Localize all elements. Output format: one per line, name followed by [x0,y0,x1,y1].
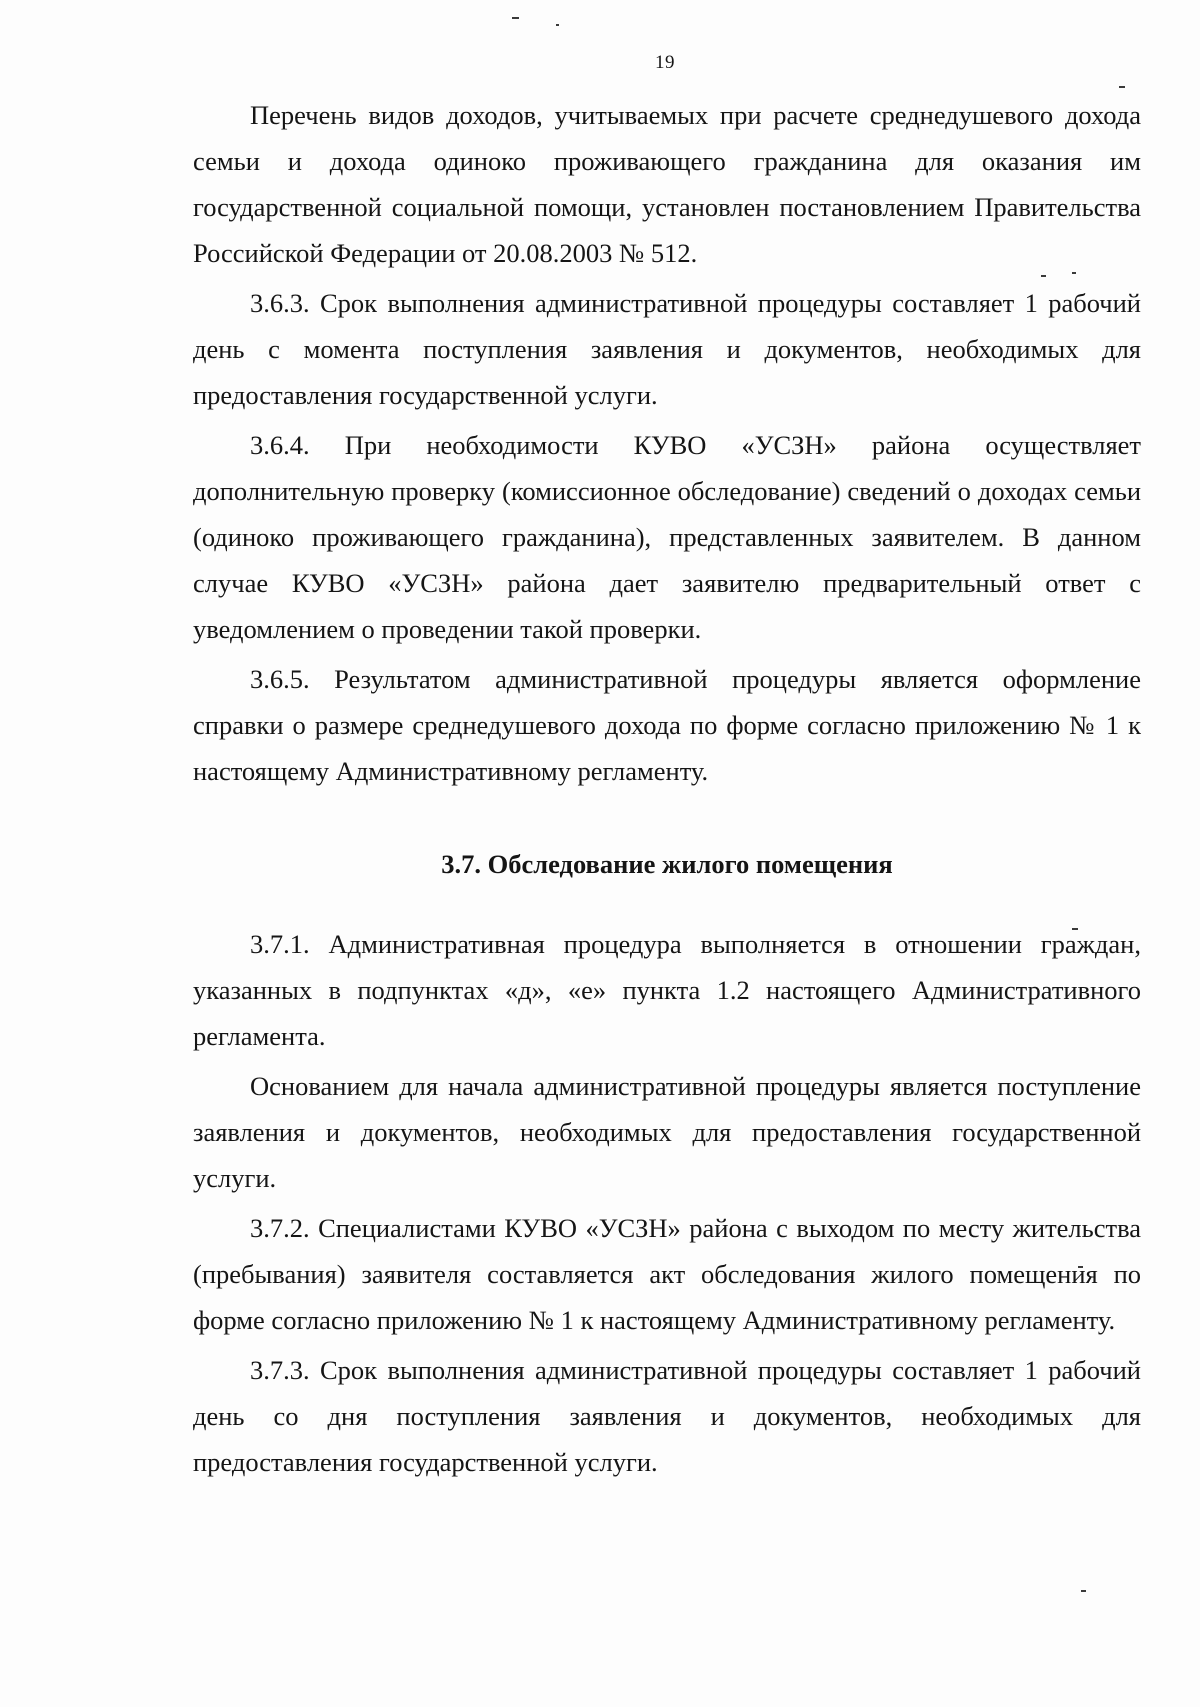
paragraph-3-7-3: 3.7.3. Срок выполнения административной процедуры составляет 1 рабочий день со дня поступления заявления и документов, необходимых для предоставления государственной услуги. [193,1355,1141,1477]
page-number: 19 [655,52,675,73]
scan-artifact [1081,1590,1086,1592]
paragraph-3-6-3: 3.6.3. Срок выполнения административной процедуры составляет 1 рабочий день с момента поступления заявления и документов, необходимых для предоставления государственной услуги. [193,288,1141,410]
paragraph-3-7-1: 3.7.1. Административная процедура выполняется в отношении граждан, указанных в подпунктах «д», «е» пункта 1.2 настоящего Административного регламента. [193,929,1141,1051]
paragraph-3-7-2: 3.7.2. Специалистами КУВО «УСЗН» района с выходом по месту жительства (пребывания) заявителя составляется акт обследования жилого помещения по форме согласно приложению № 1 к настоящему Административному регламенту. [193,1213,1141,1335]
paragraph-basis: Основанием для начала административной процедуры является поступление заявления и документов, необходимых для предоставления государственной услуги. [193,1071,1141,1193]
section-heading-3-7: 3.7. Обследование жилого помещения [441,849,893,879]
scan-artifact [512,17,519,19]
document-body [193,92,1141,1485]
paragraph-3-6-5: 3.6.5. Результатом административной процедуры является оформление справки о размере среднедушевого дохода по форме согласно приложению № 1 к настоящему Административному регламенту. [193,664,1141,786]
scan-artifact [1119,86,1125,88]
paragraph-3-6-4: 3.6.4. При необходимости КУВО «УСЗН» района осуществляет дополнительную проверку (комиссионное обследование) сведений о доходах семьи (одиноко проживающего гражданина), представленных заявителем. В данном случае КУВО «УСЗН» района дает заявителю предварительный ответ с уведомлением о проведении такой проверки. [193,430,1141,644]
scan-artifact [556,24,559,26]
paragraph-income-types: Перечень видов доходов, учитываемых при расчете среднедушевого дохода семьи и дохода одиноко проживающего гражданина для оказания им государственной социальной помощи, установлен постановлением Правительства Российской Федерации от 20.08.2003 № 512. [193,100,1141,268]
